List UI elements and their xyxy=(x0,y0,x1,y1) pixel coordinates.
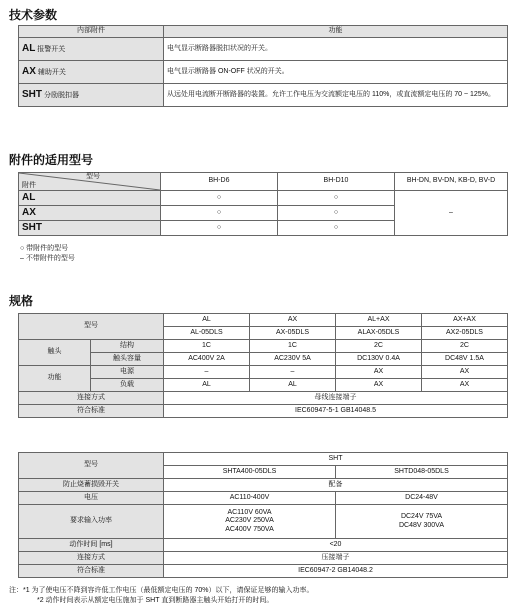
spec-power-label: 电源 xyxy=(91,366,164,379)
col-bh-d10: BH-D10 xyxy=(278,173,395,191)
sht-model-label: 型号 xyxy=(19,453,164,479)
spec-std-value: IEC60947-5-1 GB14048.5 xyxy=(164,405,508,418)
col-bh-d6: BH-D6 xyxy=(161,173,278,191)
acc-code: AL xyxy=(22,43,36,55)
cell-value: ○ xyxy=(161,221,278,236)
spec-load-label: 负载 xyxy=(91,379,164,392)
sht-time-value: <20 xyxy=(164,539,508,552)
row-code: AX xyxy=(19,206,161,221)
spec-model: AX-05DLS xyxy=(250,327,336,340)
corner-cell xyxy=(19,173,161,191)
acc-name: 辅助开关 xyxy=(37,69,66,77)
cell-value: 1C xyxy=(164,340,250,353)
sht-prevent-value: 配备 xyxy=(164,479,508,492)
row-code: AL xyxy=(19,191,161,206)
note-2: *2 动作时间表示从额定电压施加于 SHT 直到断路器主触头开始打开的时间。 xyxy=(37,597,274,604)
power-line: AC110V 60VA xyxy=(227,509,272,517)
cell-value: AX xyxy=(422,379,508,392)
header-accessory: 内部附件 xyxy=(19,26,164,38)
spec-contact-label: 触头 xyxy=(19,340,91,366)
sht-std-label: 符合标准 xyxy=(19,565,164,578)
spec-model: ALAX-05DLS xyxy=(336,327,422,340)
sht-std-value: IEC60947-2 GB14048.2 xyxy=(164,565,508,578)
sht-model-d: SHTD048-05DLS xyxy=(336,466,508,479)
cell-value: ○ xyxy=(278,206,395,221)
header-function: 功能 xyxy=(164,26,508,38)
acc-code: AX xyxy=(22,66,36,78)
table-row xyxy=(19,38,508,61)
spec-head: AL+AX xyxy=(336,314,422,327)
corner-model-label: 型号 xyxy=(86,173,100,180)
table-row xyxy=(19,61,508,84)
table-row xyxy=(19,191,508,206)
sht-voltage-label: 电压 xyxy=(19,492,164,505)
spec-head: AX xyxy=(250,314,336,327)
table-row xyxy=(19,84,508,107)
cell-value: AL xyxy=(250,379,336,392)
spec-head: AL xyxy=(164,314,250,327)
acc-desc: 从远处用电流断开断路器的装置。允许工作电压为交流额定电压的 110%，或直流额定电压的 70 ~ 125%。 xyxy=(164,84,508,107)
cell-value: AC230V 5A xyxy=(250,353,336,366)
spec-capacity-label: 触头容量 xyxy=(91,353,164,366)
cell-value: AC400V 2A xyxy=(164,353,250,366)
cell-value: 1C xyxy=(250,340,336,353)
section-title-models: 附件的适用型号 xyxy=(9,153,94,167)
cell-value: ○ xyxy=(161,191,278,206)
sht-prevent-label: 防止烧蓄损毁开关 xyxy=(19,479,164,492)
cell-value: AX xyxy=(336,366,422,379)
sht-power-label: 要求输入功率 xyxy=(19,505,164,539)
specs-table xyxy=(18,313,508,418)
acc-name: 报警开关 xyxy=(37,46,66,54)
sht-voltage-ac: AC110-400V xyxy=(164,492,336,505)
acc-desc: 电气显示断路器 ON-OFF 状况的开关。 xyxy=(164,61,508,84)
spec-conn-value: 母线连接端子 xyxy=(164,392,508,405)
legend-with: ○ 带附件的型号 xyxy=(20,245,69,252)
power-line: DC24V 75VA xyxy=(400,513,443,521)
cell-value: – xyxy=(250,366,336,379)
acc-desc: 电气显示断路器脱扣状况的开关。 xyxy=(164,38,508,61)
row-code: SHT xyxy=(19,221,161,236)
cell-value: ○ xyxy=(278,221,395,236)
cell-value: AX xyxy=(336,379,422,392)
cell-value: ○ xyxy=(161,206,278,221)
spec-model: AL-05DLS xyxy=(164,327,250,340)
cell-value: 2C xyxy=(336,340,422,353)
applicable-models-table xyxy=(18,172,508,236)
cell-value: ○ xyxy=(278,191,395,206)
spec-conn-label: 连接方式 xyxy=(19,392,164,405)
section-title-technical: 技术参数 xyxy=(9,8,58,22)
note-1: 注：*1 为了使电压不降到容许低工作电压（最低额定电压的 70%）以下，请保证足够的输入功率。 xyxy=(9,587,314,594)
spec-structure-label: 结构 xyxy=(91,340,164,353)
power-line: AC230V 250VA xyxy=(225,517,274,525)
sht-head: SHT xyxy=(164,453,508,466)
spec-std-label: 符合标准 xyxy=(19,405,164,418)
sht-specs-table xyxy=(18,452,508,578)
cell-value: DC48V 1.5A xyxy=(422,353,508,366)
power-line: DC48V 300VA xyxy=(398,521,444,529)
sht-conn-label: 连接方式 xyxy=(19,552,164,565)
section-title-specs: 规格 xyxy=(9,294,34,308)
acc-code: SHT xyxy=(22,89,42,101)
legend-without: – 不带附件的型号 xyxy=(20,255,75,262)
cell-value: DC130V 0.4A xyxy=(336,353,422,366)
cell-dash: – xyxy=(395,191,508,236)
spec-head: AX+AX xyxy=(422,314,508,327)
sht-voltage-dc: DC24-48V xyxy=(336,492,508,505)
technical-params-table xyxy=(18,25,508,107)
sht-model-a: SHTA400-05DLS xyxy=(164,466,336,479)
cell-value: AL xyxy=(164,379,250,392)
sht-power-ac xyxy=(164,505,336,539)
spec-model: AX2-05DLS xyxy=(422,327,508,340)
sht-power-dc xyxy=(336,505,508,539)
sht-time-label: 动作时间 [ms] xyxy=(19,539,164,552)
cell-value: AX xyxy=(422,366,508,379)
cell-value: 2C xyxy=(422,340,508,353)
sht-conn-value: 压接端子 xyxy=(164,552,508,565)
spec-function-label: 功能 xyxy=(19,366,91,392)
col-bh-dn: BH-DN, BV-DN, KB-D, BV-D xyxy=(395,173,508,191)
acc-name: 分励脱扣器 xyxy=(43,92,79,100)
corner-accessory-label: 附件 xyxy=(22,181,36,189)
spec-model-label: 型号 xyxy=(19,314,164,340)
cell-value: – xyxy=(164,366,250,379)
power-line: AC400V 750VA xyxy=(225,525,274,533)
